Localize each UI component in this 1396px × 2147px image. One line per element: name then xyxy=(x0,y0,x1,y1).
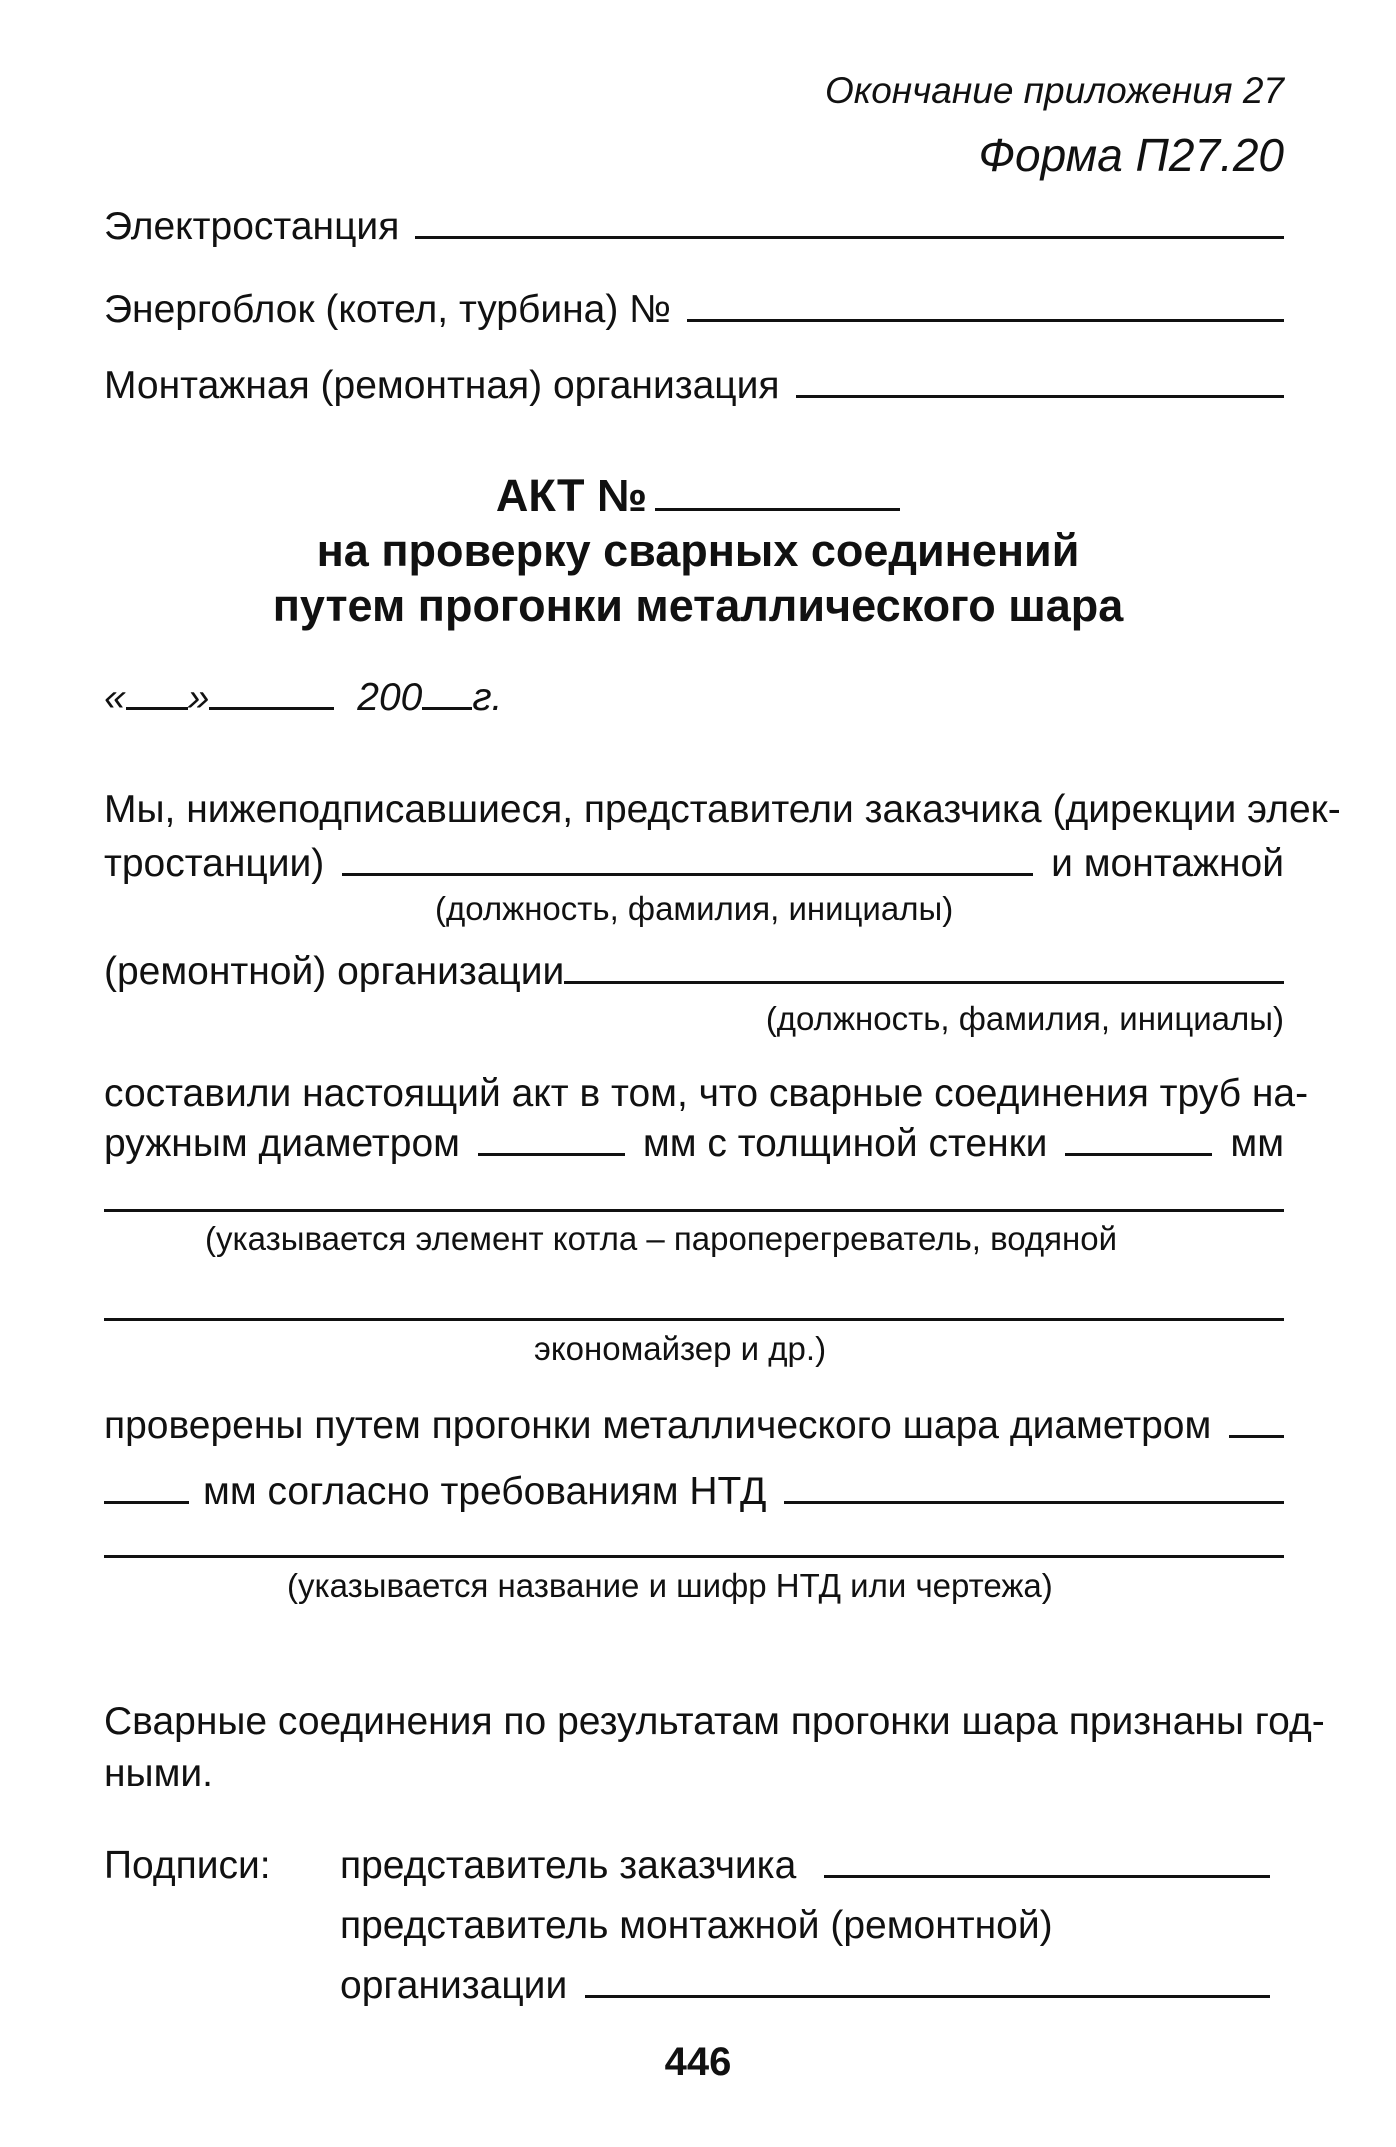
paragraph-4-line-1 xyxy=(104,1404,1284,1449)
act-title-line2: путем прогонки металлического шара xyxy=(272,580,1124,631)
p1-start-text: тростанции) xyxy=(104,842,325,885)
act-title-line1: на проверку сварных соединений xyxy=(316,525,1080,576)
paragraph-2 xyxy=(104,950,1284,995)
outer-diameter-label: ружным диаметром xyxy=(104,1122,460,1165)
caption-ntd: (указывается название и шифр НТД или чертежа) xyxy=(287,1567,1053,1604)
power-plant-input-line[interactable] xyxy=(415,236,1284,239)
ntd-requirements-label: мм согласно требованиям НТД xyxy=(203,1470,767,1513)
installer-signature-label-1: представитель монтажной (ремонтной) xyxy=(340,1904,1053,1947)
appendix-end-label: Окончание приложения 27 xyxy=(824,70,1284,111)
element-input-line-1[interactable] xyxy=(104,1209,1284,1212)
installer-signature-line[interactable] xyxy=(585,1995,1270,1998)
caption-element-1: (указывается элемент котла – пароперегреватель, водяной xyxy=(205,1220,1118,1257)
paragraph-3-line-2 xyxy=(104,1122,1284,1167)
caption-element-2: экономайзер и др.) xyxy=(534,1330,827,1367)
outer-diameter-input-line[interactable] xyxy=(478,1153,625,1156)
form-number: Форма П27.20 xyxy=(978,129,1284,181)
date-field xyxy=(104,676,502,721)
organization-input-line[interactable] xyxy=(796,395,1284,398)
p1-end-text: и монтажной xyxy=(1051,842,1284,885)
ball-diameter-input-line-a[interactable] xyxy=(1229,1435,1284,1438)
customer-signature-label: представитель заказчика xyxy=(340,1844,797,1887)
customer-rep-input-line[interactable] xyxy=(342,873,1033,876)
organization-label: Монтажная (ремонтная) организация xyxy=(104,364,780,407)
act-number-label: АКТ № xyxy=(495,470,648,521)
installer-signature-row xyxy=(340,1964,1270,2009)
customer-signature-row xyxy=(340,1844,1270,1889)
installer-rep-input-line[interactable] xyxy=(564,981,1284,984)
unit-label: Энергоблок (котел, турбина) № xyxy=(104,288,672,331)
paragraph-1-line-2 xyxy=(104,842,1284,887)
year-suffix: г. xyxy=(472,676,503,719)
conclusion-line-2: ными. xyxy=(104,1752,214,1795)
caption-position-1: (должность, фамилия, инициалы) xyxy=(435,890,954,927)
act-title xyxy=(0,470,1396,522)
conclusion-line-1: Сварные соединения по результатам прогонки шара признаны год- xyxy=(104,1700,1325,1743)
year-input-line[interactable] xyxy=(422,707,472,710)
installer-signature-label-2: организации xyxy=(340,1964,568,2007)
p2-text: (ремонтной) организации xyxy=(104,950,565,993)
mm-unit-label: мм xyxy=(1230,1122,1284,1165)
unit-input-line[interactable] xyxy=(687,319,1284,322)
day-input-line[interactable] xyxy=(126,707,188,710)
wall-thickness-label: мм с толщиной стенки xyxy=(642,1122,1048,1165)
act-number-input-line[interactable] xyxy=(655,508,900,511)
year-prefix: 200 xyxy=(357,676,423,719)
customer-signature-line[interactable] xyxy=(824,1875,1270,1878)
wall-thickness-input-line[interactable] xyxy=(1065,1153,1212,1156)
ntd-input-line-1[interactable] xyxy=(784,1501,1284,1504)
paragraph-3-line-1: составили настоящий акт в том, что сварные соединения труб на- xyxy=(104,1072,1309,1115)
ball-diameter-label: проверены путем прогонки металлического шара диаметром xyxy=(104,1404,1212,1447)
page-number: 446 xyxy=(664,2040,732,2084)
month-input-line[interactable] xyxy=(209,707,334,710)
ntd-input-line-2[interactable] xyxy=(104,1555,1284,1558)
power-plant-field xyxy=(104,205,1284,250)
date-close-quote: » xyxy=(187,676,210,719)
element-input-line-2[interactable] xyxy=(104,1318,1284,1321)
ball-diameter-input-line-b[interactable] xyxy=(104,1501,189,1504)
paragraph-4-line-2 xyxy=(104,1470,1284,1515)
power-plant-label: Электростанция xyxy=(104,205,400,248)
date-open-quote: « xyxy=(104,676,126,719)
paragraph-1-line-1: Мы, нижеподписавшиеся, представители заказчика (дирекции элек- xyxy=(104,788,1341,831)
organization-field xyxy=(104,364,1284,409)
unit-field xyxy=(104,288,1284,333)
caption-position-2: (должность, фамилия, инициалы) xyxy=(765,1000,1284,1037)
signatures-label: Подписи: xyxy=(104,1844,271,1887)
